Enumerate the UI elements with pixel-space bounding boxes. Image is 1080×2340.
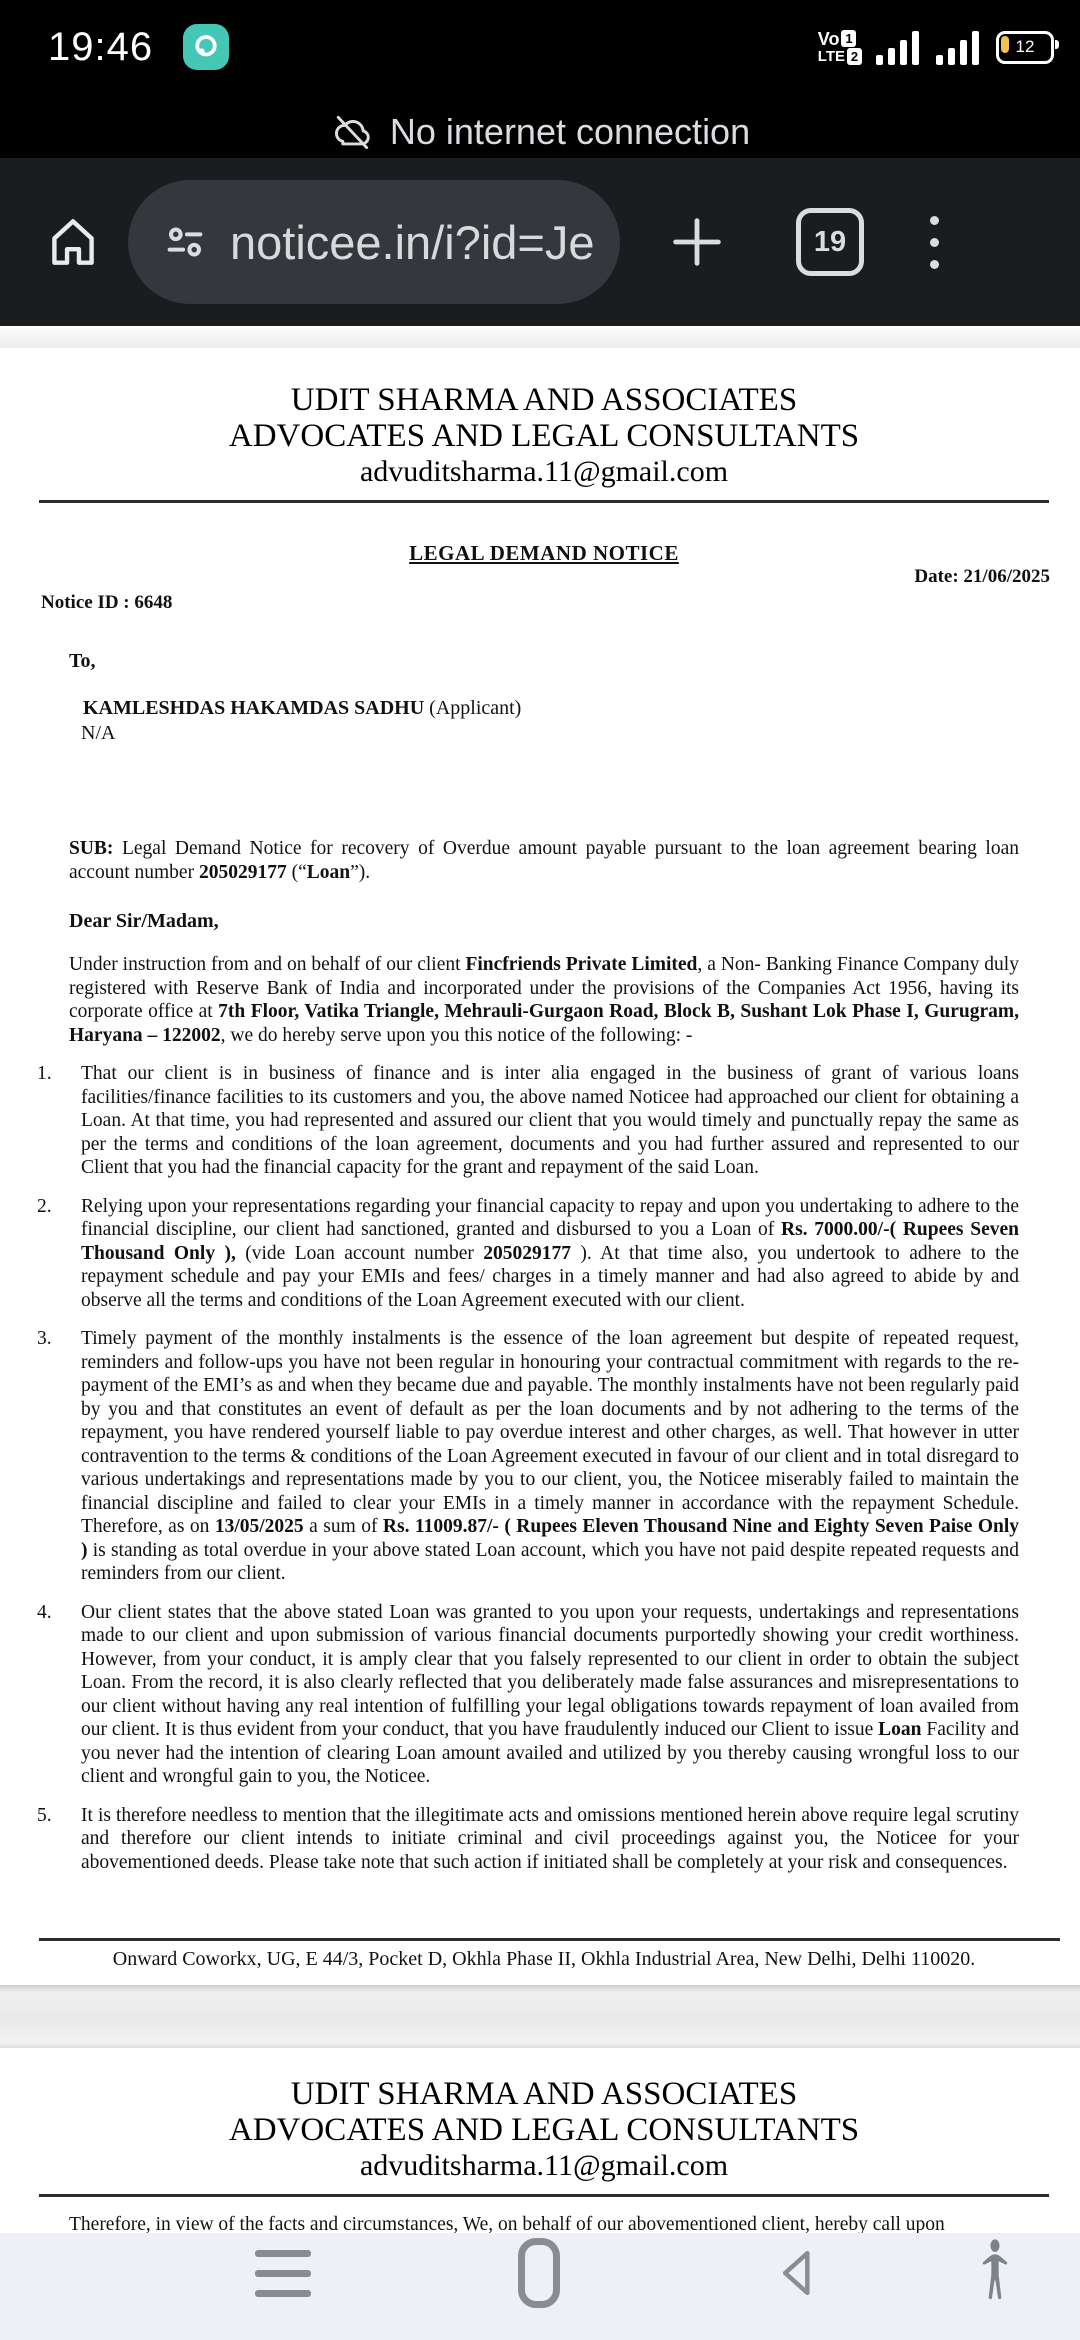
navigation-bar xyxy=(0,2233,1080,2340)
plus-icon xyxy=(665,210,729,274)
browser-toolbar xyxy=(0,158,1080,326)
signal-bars-sim2-icon xyxy=(936,29,982,65)
url-text: noticee.in/i?id=Je xyxy=(230,215,595,269)
menu-icon xyxy=(255,2250,311,2257)
home-nav-button[interactable] xyxy=(512,2233,566,2313)
back-icon xyxy=(770,2240,826,2306)
camera-glyph xyxy=(191,32,221,62)
recipient-line xyxy=(83,697,1019,720)
battery-fill xyxy=(1001,36,1009,53)
tune-icon xyxy=(162,219,208,265)
recipient-role: (Applicant) xyxy=(424,697,522,719)
letterhead-rule xyxy=(39,2194,1049,2197)
overflow-menu-icon xyxy=(930,216,939,225)
accessibility-button[interactable] xyxy=(962,2233,1028,2313)
signal-bars-sim1-icon xyxy=(876,29,922,65)
offline-text: No internet connection xyxy=(389,111,751,152)
new-tab-button[interactable] xyxy=(662,207,732,277)
list-item: 5. It is therefore needless to mention that the illegitimate acts and omissions mentioned herein above require legal scrutiny and therefore our client intends to initiate criminal and civil proceedings against you, the Noticee for your abovementioned deeds. Please take note that such action if initiated shall be completely at your risk and consequences. xyxy=(37,1804,1019,1873)
notification-app-icon xyxy=(183,24,229,70)
letterhead-rule xyxy=(39,500,1049,503)
recipient-address: N/A xyxy=(81,722,116,744)
firm-name: UDIT SHARMA AND ASSOCIATES xyxy=(290,382,798,418)
home-button[interactable] xyxy=(40,209,106,275)
firm-name: UDIT SHARMA AND ASSOCIATES xyxy=(290,2076,798,2112)
sim2-badge: 2 xyxy=(847,48,862,65)
salutation: Dear Sir/Madam, xyxy=(69,910,219,932)
notice-id: Notice ID : 6648 xyxy=(41,592,173,613)
page-top-shadow xyxy=(0,326,1080,348)
home-pill-icon xyxy=(518,2238,560,2308)
list-item: 4. Our client states that the above stated Loan was granted to you upon your requests, undertakings and representations made to our client and upon submission of various financial documents purportedly showing your credit worthiness. However, from your conduct, it is amply clear that you falsely represented to our client in order to obtain the subject Loan. From the record, it is also clearly reflected that you deliberately made false assurances and misrepresentations to our client without having any real intention of fulfilling your legal obligations towards repayment of loan availed from our client. It is thus evident from your conduct, that you have fraudulently induced our Client to issue Loan Facility and you never had the intention of clearing Loan amount availed and utilized by you thereby causing wrongful loss to our client and wrongful gain to you, the Noticee. xyxy=(37,1601,1020,1787)
sim1-badge: 1 xyxy=(841,30,856,47)
document-page-2 xyxy=(0,2048,1080,2233)
overflow-menu-button[interactable] xyxy=(930,216,939,269)
letterhead xyxy=(69,2076,1019,2184)
recipient-name: KAMLESHDAS HAKAMDAS SADHU xyxy=(83,697,425,719)
to-label: To, xyxy=(69,650,96,672)
volte-indicator: Vo 1 LTE 2 xyxy=(818,30,862,65)
firm-email: advuditsharma.11@gmail.com xyxy=(359,2149,729,2182)
battery-percent: 12 xyxy=(1015,37,1035,56)
cloud-off-icon xyxy=(330,110,374,154)
offline-banner xyxy=(0,110,1080,154)
clock: 19:46 xyxy=(48,24,154,69)
menu-button[interactable] xyxy=(252,2233,314,2313)
document-page-1 xyxy=(0,348,1080,1985)
list-item: 1. That our client is in business of finance and is inter alia engaged in the business of grant of various loans facilities/finance facilities to its customers and you, the above named Noticee had approached our client for obtaining a Loan. At that time, you had represented and assured our client that you would timely and punctually repay the same as per the terms and conditions of the loan agreement, documents and you had further assured and represented to our Client that you had the financial capacity for the grant and repayment of the said Loan. xyxy=(37,1063,1019,1178)
footer-address: Onward Coworkx, UG, E 44/3, Pocket D, Okhla Phase II, Okhla Industrial Area, New Delhi, Delhi 110020. xyxy=(112,1948,976,1970)
clipped-paragraph: Therefore, in view of the facts and circumstances, We, on behalf of our abovementioned client, hereby call upon xyxy=(69,2214,945,2233)
letterhead xyxy=(69,382,1019,490)
notice-title: LEGAL DEMAND NOTICE xyxy=(409,541,679,565)
accessibility-person-icon xyxy=(969,2238,1021,2308)
tab-count: 19 xyxy=(813,225,847,258)
back-button[interactable] xyxy=(768,2233,828,2313)
intro-paragraph: Under instruction from and on behalf of our client Fincfriends Private Limited, a Non- Banking Finance Company duly registered with Reserve Bank of India and incorporated under the provisions of the Companies Act 1956, having its corporate office at 7th Floor, Vatika Triangle, Mehrauli-Gurgaon Road, Block B, Sushant Lok Phase I, Gurugram, Haryana – 122002, we do hereby serve upon you this notice of the following: - xyxy=(69,954,1019,1046)
status-bar xyxy=(0,0,1080,158)
home-icon xyxy=(42,211,104,273)
numbered-list xyxy=(37,1062,1020,1874)
firm-subtitle: ADVOCATES AND LEGAL CONSULTANTS xyxy=(228,418,860,454)
firm-subtitle: ADVOCATES AND LEGAL CONSULTANTS xyxy=(228,2112,860,2148)
subject-line: SUB: Legal Demand Notice for recovery of Overdue amount payable pursuant to the loan agreement bearing loan account number 205029177 (“Loan”). xyxy=(69,838,1019,883)
notice-date: Date: 21/06/2025 xyxy=(914,566,1050,587)
tab-switcher-button[interactable] xyxy=(796,208,864,276)
list-item: 3. Timely payment of the monthly instalments is the essence of the loan agreement but despite of repeated request, reminders and follow-ups you have not been regular in honouring your contractual commitment with regards to the re-payment of the EMI’s as and when they became due and payable. The monthly instalments have not been regularly paid by you and that constitutes an event of default as per the loan documents and by not adhering to the terms of the repayment, you have rendered yourself liable to pay overdue interest and other charges, as well. That however in utter contravention to the terms & conditions of the Loan Agreement executed in favour of our client and in total disregard to various undertakings and representations made by you to our client, you, the Noticee miserably failed to maintain the financial discipline and failed to clear your EMIs in a timely manner in accordance with the repayment Schedule. Therefore, as on 13/05/2025 a sum of Rs. 11009.87/- ( Rupees Eleven Thousand Nine and Eighty Seven Paise Only ) is standing as total overdue in your above stated Loan account, which you have not paid despite repeated requests and reminders from our client. xyxy=(37,1328,1019,1584)
page-break-gap xyxy=(0,1985,1080,2048)
firm-email: advuditsharma.11@gmail.com xyxy=(359,455,729,488)
url-bar[interactable] xyxy=(128,180,620,304)
list-item: 2. Relying upon your representations regarding your financial capacity to repay and upon you undertaking to adhere to the financial discipline, our client had sanctioned, granted and disbursed to you a Loan of Rs. 7000.00/-( Rupees Seven Thousand Only ), (vide Loan account number 205029177 ). At that time also, you undertook to adhere to the repayment schedule and pay your EMIs and fees/ charges in a timely manner and had also agreed to abide by and observe all the terms and conditions of the Loan Agreement executed with our client. xyxy=(37,1195,1020,1311)
footer-rule xyxy=(39,1938,1060,1941)
battery-icon xyxy=(996,31,1054,64)
